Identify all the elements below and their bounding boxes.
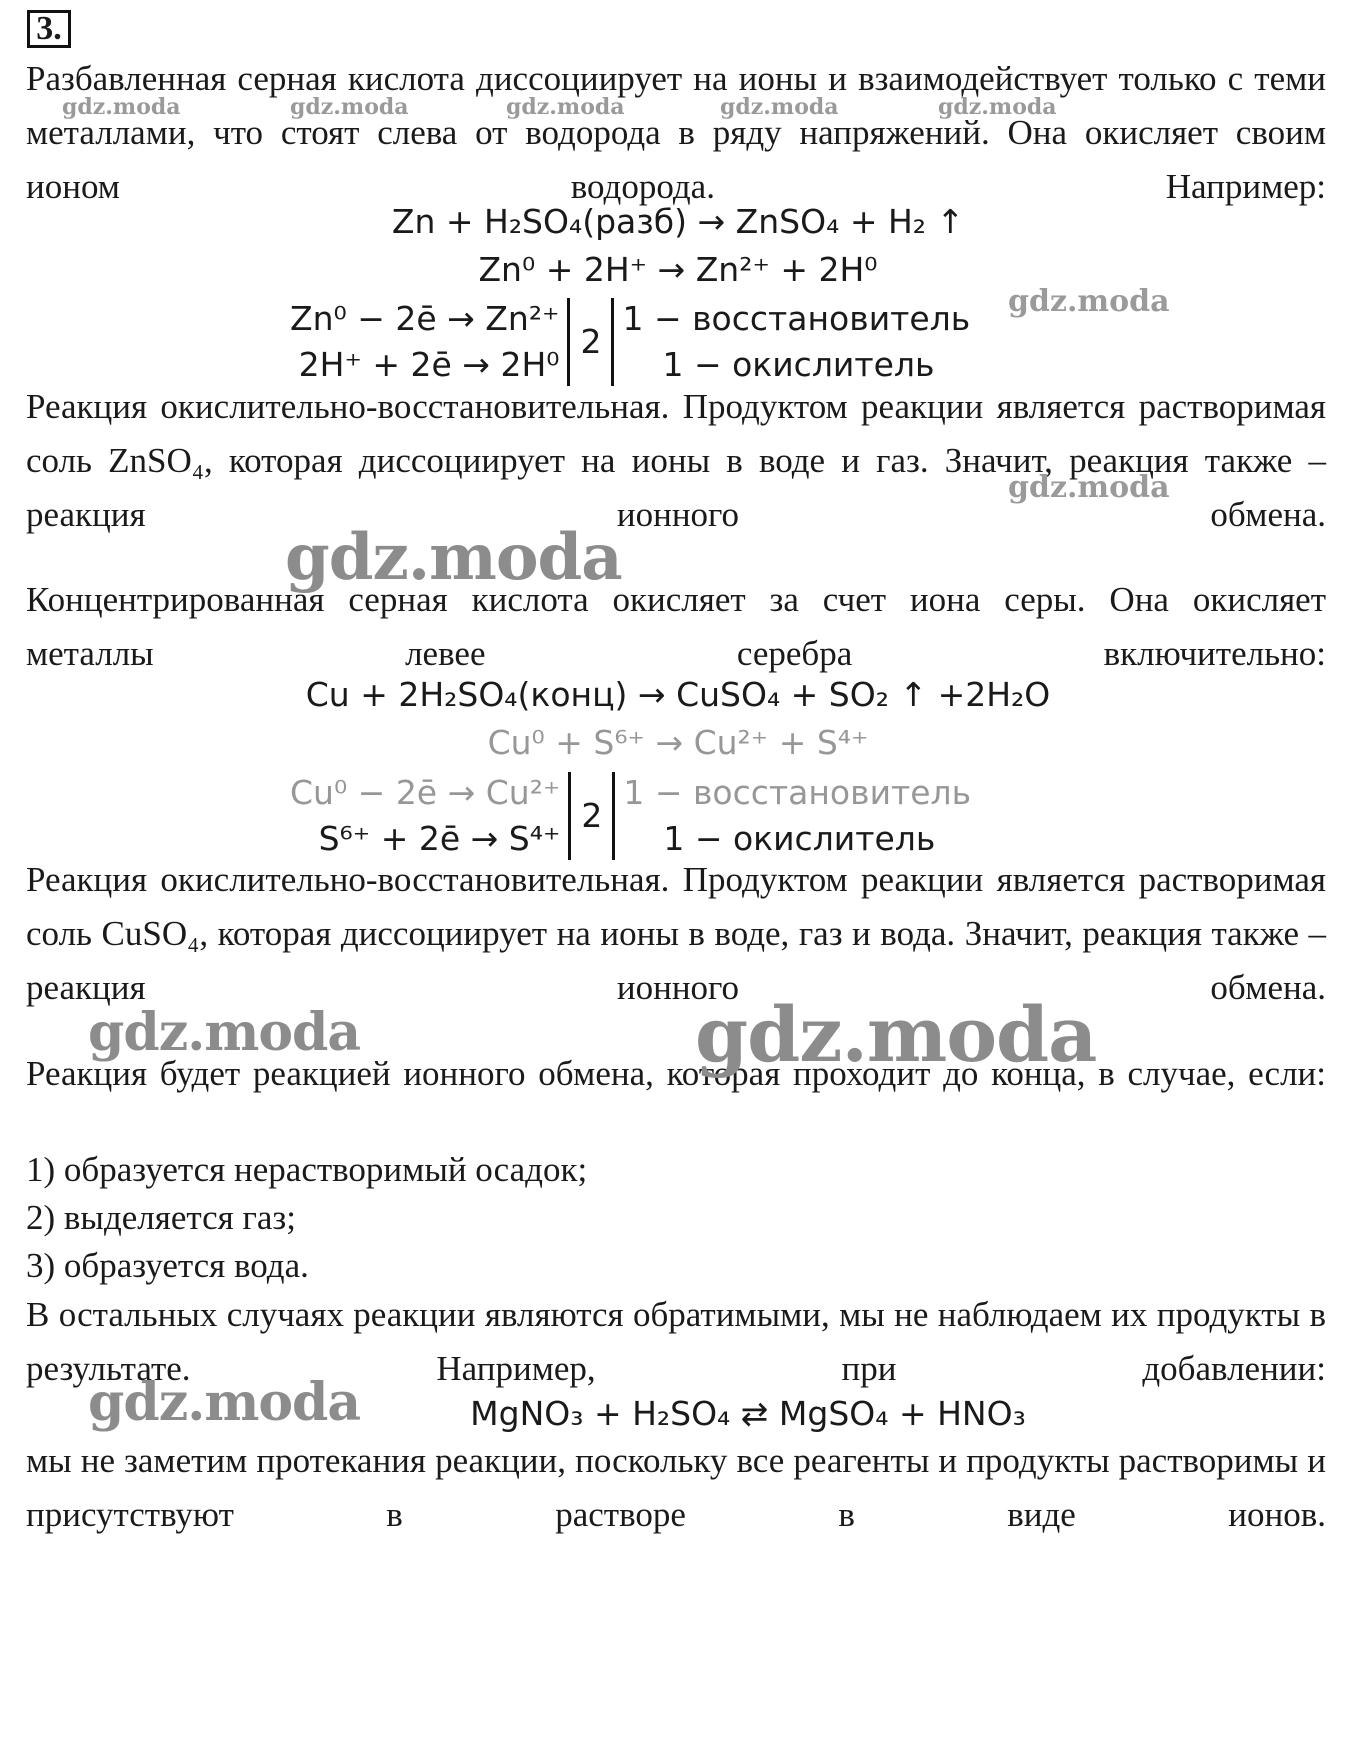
task-number: 3.	[27, 10, 71, 48]
section2-role-reducer: 1 − восстановитель	[623, 773, 972, 812]
section1-main-equation: Zn + H₂SO₄(разб) → ZnSO₄ + H₂ ↑	[391, 202, 965, 241]
section1-role-oxidizer: 1 − окислитель	[662, 345, 935, 384]
condition-1: 1) образуется нерастворимый осадок;	[26, 1150, 588, 1189]
watermark: gdz.moda	[695, 990, 1097, 1079]
section2-electron-count: 2	[568, 772, 615, 860]
watermark: gdz.moda	[506, 94, 625, 120]
condition-2: 2) выделяется газ;	[26, 1198, 296, 1237]
section2-conclusion: Реакция окислительно-восстановительная. Продуктом реакции является растворимая соль CuSO₄, которая диссоциирует на ионы в воде, газ и вода. Значит, реакция также – реакция ионного обмена.	[26, 860, 1326, 1007]
watermark: gdz.moda	[285, 520, 622, 595]
watermark: gdz.moda	[62, 94, 181, 120]
section2-paragraph: Концентрированная серная кислота окисляет за счет иона серы. Она окисляет металлы левее серебра включительно:	[26, 580, 1326, 673]
section2-half-reaction-1: Cu⁰ − 2ē → Cu²⁺	[290, 773, 561, 812]
condition-3: 3) образуется вода.	[26, 1246, 309, 1285]
section3-paragraph: В остальных случаях реакции являются обратимыми, мы не наблюдаем их продукты в результате. Например, при добавлении:	[26, 1295, 1326, 1388]
section3-closing: мы не заметим протекания реакции, поскольку все реагенты и продукты растворимы и присутствуют в растворе в виде ионов.	[26, 1441, 1326, 1534]
section1-role-reducer: 1 − восстановитель	[622, 299, 971, 338]
watermark: gdz.moda	[720, 94, 839, 120]
section1-half-reaction-1: Zn⁰ − 2ē → Zn²⁺	[290, 299, 560, 338]
section1-half-reaction-2: 2H⁺ + 2ē → 2H⁰	[298, 345, 560, 384]
section3-equation: MgNO₃ + H₂SO₄ ⇄ MgSO₄ + HNO₃	[470, 1394, 1026, 1433]
section1-electron-count: 2	[567, 298, 614, 386]
section2-role-oxidizer: 1 − окислитель	[663, 819, 936, 858]
watermark: gdz.moda	[88, 1372, 361, 1433]
section1-electron-balance	[290, 296, 970, 388]
section1-paragraph: Разбавленная серная кислота диссоциирует на ионы и взаимодействует только с теми металлами, что стоят слева от водорода в ряду напряжений. Она окисляет своим ионом водорода. Например:	[26, 59, 1326, 206]
watermark: gdz.moda	[290, 94, 409, 120]
watermark: gdz.moda	[1008, 284, 1170, 319]
section2-main-equation: Cu + 2H₂SO₄(конц) → CuSO₄ + SO₂ ↑ +2H₂O	[305, 675, 1051, 714]
section2-electron-balance	[290, 770, 971, 862]
watermark: gdz.moda	[1008, 470, 1170, 505]
section2-ionic-equation: Cu⁰ + S⁶⁺ → Cu²⁺ + S⁴⁺	[487, 723, 869, 762]
section2-half-reaction-2: S⁶⁺ + 2ē → S⁴⁺	[318, 819, 561, 858]
section3-intro: Реакция будет реакцией ионного обмена, которая проходит до конца, в случае, если:	[26, 1054, 1326, 1093]
section1-conclusion: Реакция окислительно-восстановительная. Продуктом реакции является растворимая соль ZnSO₄, которая диссоциирует на ионы в воде и газ. Значит, реакция также – реакция ионного обмена.	[26, 387, 1326, 534]
watermark: gdz.moda	[88, 1002, 361, 1063]
watermark: gdz.moda	[938, 94, 1057, 120]
section1-ionic-equation: Zn⁰ + 2H⁺ → Zn²⁺ + 2H⁰	[478, 250, 878, 289]
